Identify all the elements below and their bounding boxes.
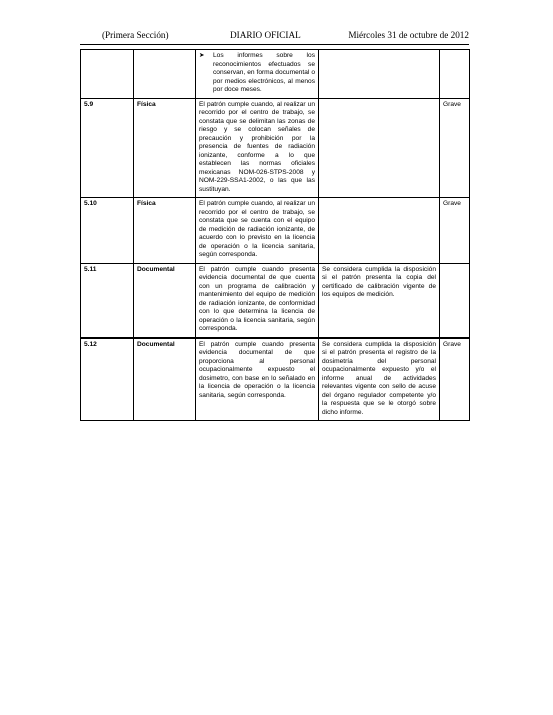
- row-observations: [319, 98, 440, 198]
- table-row: [81, 263, 470, 338]
- row-criterion: El patrón cumple cuando, al realizar un recorrido por el centro de trabajo, se constata que se delimitan las zonas de riesgo y se colocan señales de precaución y prohibición por la presencia de fuentes de radiación ionizante, conforme a lo que establecen las normas oficiales mexicanas NOM-026-STPS-2008 y NOM-229-SSA1-2002, o las que las sustituyan.: [196, 98, 319, 198]
- header-rule: [80, 44, 469, 45]
- row-severity: Grave: [440, 338, 470, 421]
- row-criterion: El patrón cumple cuando, al realizar un recorrido por el centro de trabajo, se constata que se cuenta con el equipo de medición de radiación ionizante, de acuerdo con lo previsto en la licencia de operación o la licencia sanitaria, según corresponda.: [196, 198, 319, 264]
- section-label: (Primera Sección): [102, 30, 169, 40]
- row-criterion: [196, 50, 319, 99]
- row-observations: Se considera cumplida la disposición si el patrón presenta el registro de la dosimetría del personal ocupacionalmente expuesto y/o el informe anual de actividades relevantes vigente con sello de acuse del órgano regulador competente y/o la respuesta que se le otorgó sobre dicho informe.: [319, 338, 440, 421]
- page-header: [80, 30, 469, 44]
- row-number: 5.11: [81, 263, 134, 338]
- row-severity: Grave: [440, 198, 470, 264]
- row-type: Física: [134, 198, 196, 264]
- bullet-item: [199, 52, 315, 95]
- publication-date: Miércoles 31 de octubre de 2012: [348, 30, 469, 40]
- row-observations: [319, 198, 440, 264]
- row-number: [81, 50, 134, 99]
- row-type: [134, 50, 196, 99]
- publication-title: DIARIO OFICIAL: [230, 30, 301, 40]
- row-criterion: El patrón cumple cuando presenta evidencia documental de que proporciona al personal ocupacionalmente expuesto el dosimetro, con base en lo señalado en la licencia de operación o la licencia sanitaria, según corresponda.: [196, 338, 319, 421]
- row-observations: [319, 50, 440, 99]
- row-number: 5.12: [81, 338, 134, 421]
- table-row: [81, 50, 470, 99]
- compliance-table: [80, 49, 470, 421]
- row-number: 5.10: [81, 198, 134, 264]
- row-observations: Se considera cumplida la disposición si el patrón presenta la copia del certificado de calibración vigente de los equipos de medición.: [319, 263, 440, 338]
- row-type: Física: [134, 98, 196, 198]
- row-type: Documental: [134, 263, 196, 338]
- table-row: [81, 198, 470, 264]
- table-row: [81, 98, 470, 198]
- row-number: 5.9: [81, 98, 134, 198]
- row-criterion: El patrón cumple cuando presenta evidencia documental de que cuenta con un programa de calibración y mantenimiento del equipo de medición de radiación ionizante, de conformidad con lo que determina la licencia de operación o la licencia sanitaria, según corresponda.: [196, 263, 319, 338]
- bullet-text: Los informes sobre los reconocimientos efectuados se conservan, en forma documental o por medios electrónicos, al menos por doce meses.: [213, 52, 315, 93]
- table-row: [81, 338, 470, 421]
- row-type: Documental: [134, 338, 196, 421]
- arrow-bullet-icon: ➤: [199, 52, 205, 59]
- row-severity: [440, 263, 470, 338]
- row-severity: [440, 50, 470, 99]
- row-severity: Grave: [440, 98, 470, 198]
